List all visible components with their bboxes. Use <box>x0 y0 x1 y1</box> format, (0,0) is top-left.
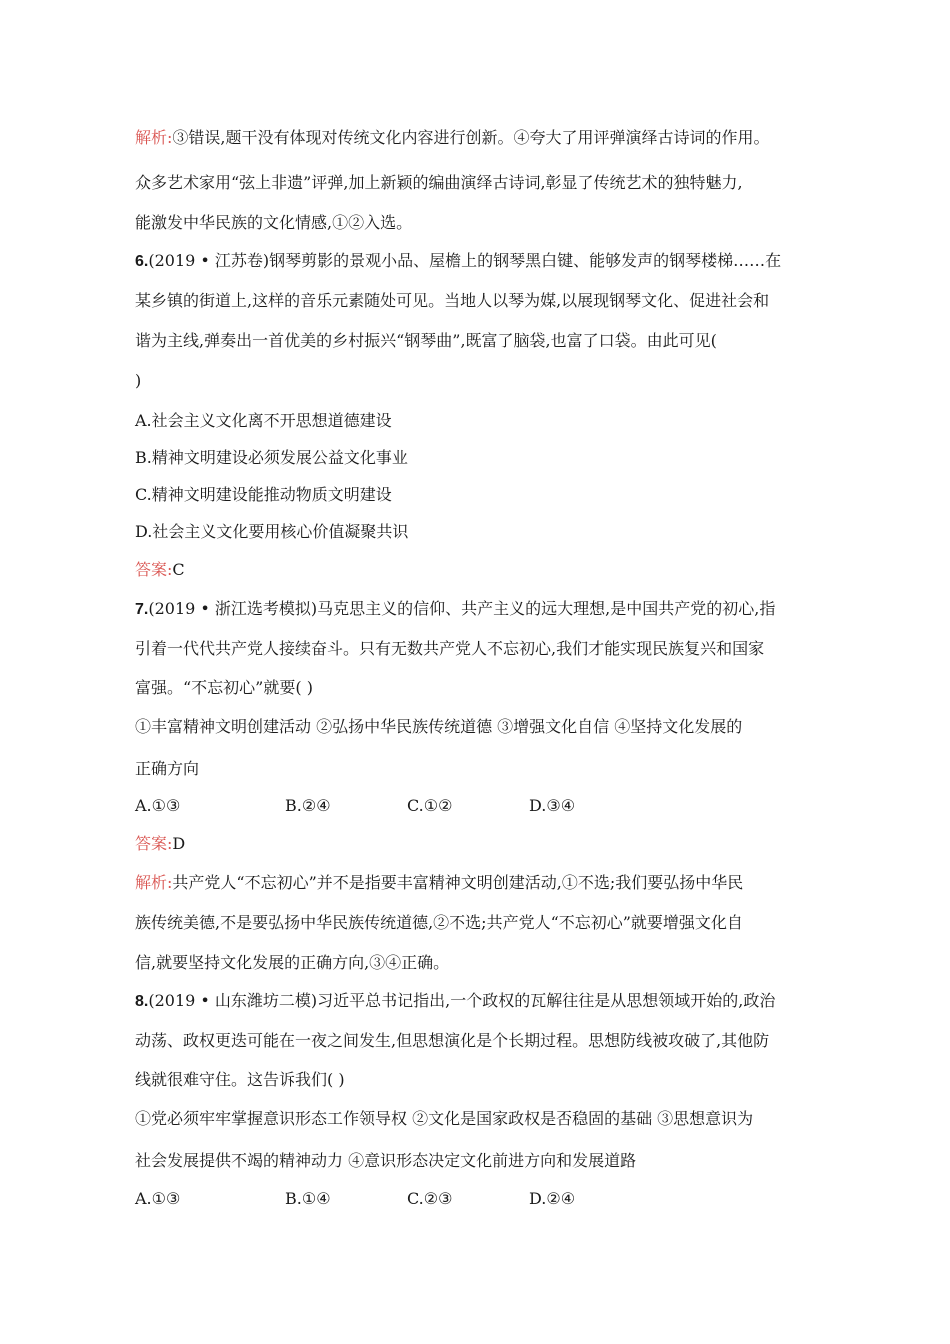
question-8-option-c: C.②③ <box>407 1189 453 1208</box>
question-8-option-d: D.②④ <box>529 1189 576 1208</box>
question-number: 8. <box>135 993 149 1010</box>
question-number: 6. <box>135 253 149 270</box>
analysis-text: ③错误,题干没有体现对传统文化内容进行创新。④夸大了用评弹演绎古诗词的作用。 <box>172 128 770 147</box>
answer-value: D <box>172 834 186 853</box>
question-8-line-3: 线就很难守住。这告诉我们( ) <box>135 1070 345 1089</box>
question-7-answer <box>135 833 185 855</box>
question-text: (2019 • 江苏卷)钢琴剪影的景观小品、屋檐上的钢琴黑白键、能够发声的钢琴楼梯……在 <box>148 251 782 270</box>
question-7-option-d: D.③④ <box>529 796 576 815</box>
question-7-items-2: 正确方向 <box>135 759 200 778</box>
analysis-label: 解析: <box>135 128 173 147</box>
question-7-analysis-1 <box>135 872 743 894</box>
question-7-option-b: B.②④ <box>285 796 331 815</box>
question-7-line-2: 引着一代代共产党人接续奋斗。只有无数共产党人不忘初心,我们才能实现民族复兴和国家 <box>135 639 765 658</box>
answer-label: 答案: <box>135 834 173 853</box>
question-6-line-4: ) <box>135 371 142 390</box>
question-8-line-2: 动荡、政权更迭可能在一夜之间发生,但思想演化是个长期过程。思想防线被攻破了,其他防 <box>135 1031 770 1050</box>
question-7-analysis-2: 族传统美德,不是要弘扬中华民族传统道德,②不选;共产党人“不忘初心”就要增强文化自 <box>135 913 743 932</box>
question-6-line-2: 某乡镇的街道上,这样的音乐元素随处可见。当地人以琴为媒,以展现钢琴文化、促进社会和 <box>135 291 770 310</box>
question-7-option-a: A.①③ <box>135 796 181 815</box>
question-6-option-b: B.精神文明建设必须发展公益文化事业 <box>135 448 408 467</box>
question-6-option-a: A.社会主义文化离不开思想道德建设 <box>135 411 392 430</box>
question-7-option-c: C.①② <box>407 796 453 815</box>
question-7-items-1: ①丰富精神文明创建活动 ②弘扬中华民族传统道德 ③增强文化自信 ④坚持文化发展的 <box>135 717 743 736</box>
question-number: 7. <box>135 601 149 618</box>
question-7-line-1 <box>135 598 775 621</box>
question-text: (2019 • 浙江选考模拟)马克思主义的信仰、共产主义的远大理想,是中国共产党的初心,指 <box>148 599 776 618</box>
question-8-items-1: ①党必须牢牢掌握意识形态工作领导权 ②文化是国家政权是否稳固的基础 ③思想意识为 <box>135 1109 754 1128</box>
question-8-option-b: B.①④ <box>285 1189 331 1208</box>
question-8-option-a: A.①③ <box>135 1189 181 1208</box>
question-6-option-d: D.社会主义文化要用核心价值凝聚共识 <box>135 522 409 541</box>
question-7-analysis-3: 信,就要坚持文化发展的正确方向,③④正确。 <box>135 953 450 972</box>
question-8-line-1 <box>135 990 775 1013</box>
question-6-answer <box>135 559 185 581</box>
analysis-text: 共产党人“不忘初心”并不是指要丰富精神文明创建活动,①不选;我们要弘扬中华民 <box>172 873 744 892</box>
analysis-5-line-1 <box>135 127 770 149</box>
question-6-line-1 <box>135 250 781 273</box>
question-6-option-c: C.精神文明建设能推动物质文明建设 <box>135 485 392 504</box>
analysis-5-line-2: 众多艺术家用“弦上非遗”评弹,加上新颖的编曲演绎古诗词,彰显了传统艺术的独特魅力, <box>135 173 743 192</box>
question-7-line-3: 富强。“不忘初心”就要( ) <box>135 678 313 697</box>
question-8-items-2: 社会发展提供不竭的精神动力 ④意识形态决定文化前进方向和发展道路 <box>135 1151 637 1170</box>
question-text: (2019 • 山东潍坊二模)习近平总书记指出,一个政权的瓦解往往是从思想领域开始的,政治 <box>148 991 776 1010</box>
analysis-5-line-3: 能激发中华民族的文化情感,①②入选。 <box>135 213 413 232</box>
answer-value: C <box>172 560 185 579</box>
analysis-label: 解析: <box>135 873 173 892</box>
answer-label: 答案: <box>135 560 173 579</box>
question-6-line-3: 谐为主线,弹奏出一首优美的乡村振兴“钢琴曲”,既富了脑袋,也富了口袋。由此可见( <box>135 331 717 350</box>
